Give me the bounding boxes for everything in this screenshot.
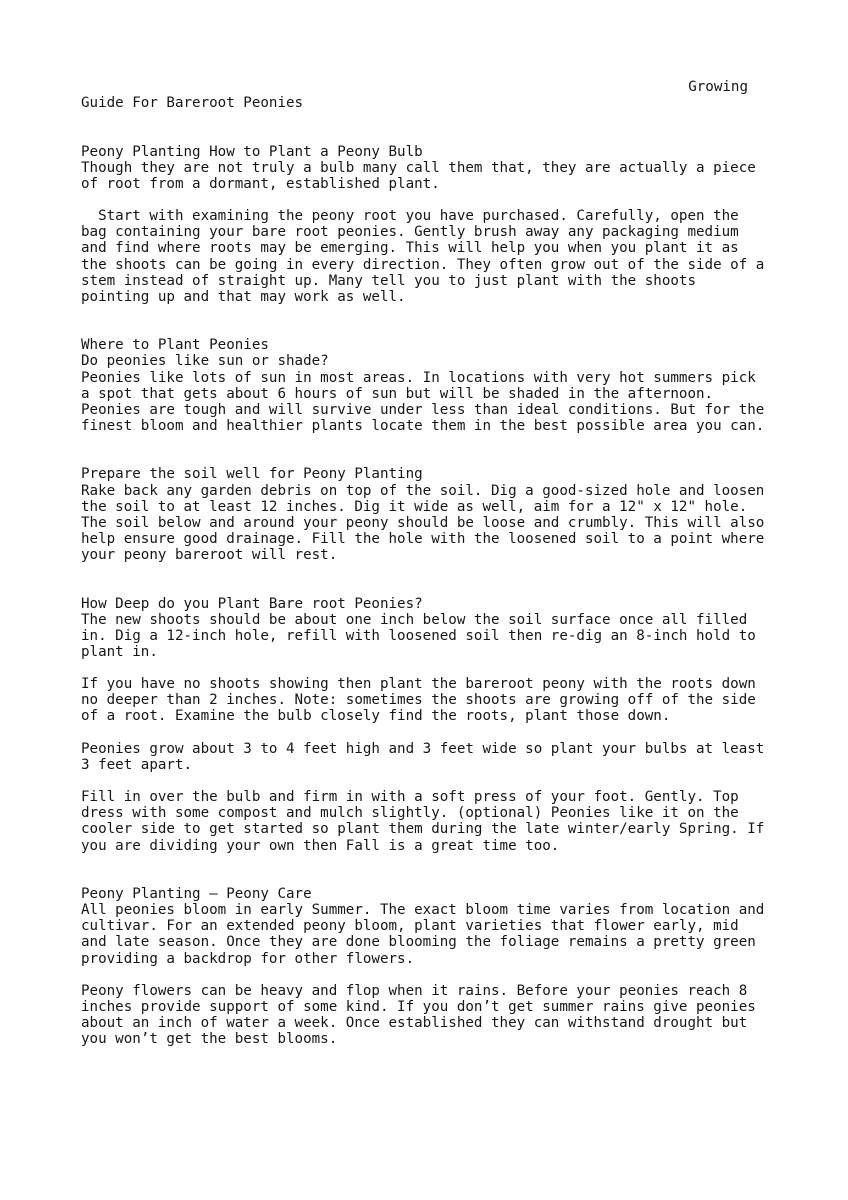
text-line: the soil to at least 12 inches. Dig it wide as well, aim for a 12" x 12" hole.: [81, 498, 748, 515]
text-line: no deeper than 2 inches. Note: sometimes the shoots are growing off of the side: [81, 692, 756, 709]
text-line: Where to Plant Peonies: [81, 337, 269, 354]
text-line: All peonies bloom in early Summer. The exact bloom time varies from location and: [81, 902, 765, 919]
text-line: pointing up and that may work as well.: [81, 288, 406, 305]
text-line: cultivar. For an extended peony bloom, plant varieties that flower early, mid: [81, 918, 739, 935]
blank-line: [81, 321, 771, 337]
text-line: inches provide support of some kind. If you don’t get summer rains give peonies: [81, 999, 756, 1016]
text-line: providing a backdrop for other flowers.: [81, 950, 415, 967]
text-line: finest bloom and healthier plants locate them in the best possible area you can.: [81, 417, 765, 434]
text-line: and late season. Once they are done blooming the foliage remains a pretty green: [81, 934, 756, 951]
text-line: Peonies are tough and will survive under less than ideal conditions. But for the: [81, 401, 765, 418]
blank-line: [81, 967, 771, 983]
blank-line: [81, 434, 771, 450]
text-line: Though they are not truly a bulb many call them that, they are actually a piece: [81, 159, 756, 176]
text-line: Do peonies like sun or shade?: [81, 353, 329, 370]
blank-line: [81, 450, 771, 466]
text-line: Peonies like lots of sun in most areas. In locations with very hot summers pick: [81, 369, 756, 386]
text-line: Guide For Bareroot Peonies: [81, 95, 304, 112]
text-line: Peony Planting How to Plant a Peony Bulb: [81, 143, 423, 160]
blank-line: [81, 579, 771, 595]
text-line: Growing: [688, 79, 748, 95]
text-line: help ensure good drainage. Fill the hole with the loosened soil to a point where: [81, 530, 765, 547]
blank-line: [81, 192, 771, 208]
blank-line: [81, 111, 771, 127]
blank-line: [81, 725, 771, 741]
text-line: of a root. Examine the bulb closely find the roots, plant those down.: [81, 708, 671, 725]
text-line: Peonies grow about 3 to 4 feet high and 3 feet wide so plant your bulbs at least: [81, 740, 765, 757]
blank-line: [81, 127, 771, 143]
text-line: Fill in over the bulb and firm in with a soft press of your foot. Gently. Top: [81, 789, 739, 806]
text-line: Peony Planting – Peony Care: [81, 886, 312, 903]
text-line: How Deep do you Plant Bare root Peonies?: [81, 595, 423, 612]
blank-line: [81, 305, 771, 321]
text-line: a spot that gets about 6 hours of sun but will be shaded in the afternoon.: [81, 385, 714, 402]
blank-line: [81, 563, 771, 579]
text-line: you are dividing your own then Fall is a great time too.: [81, 837, 560, 854]
text-line: the shoots can be going in every direction. They often grow out of the side of a: [81, 256, 765, 273]
text-line: Start with examining the peony root you have purchased. Carefully, open the: [81, 208, 739, 225]
text-line: cooler side to get started so plant them during the late winter/early Spring. If: [81, 821, 765, 838]
text-line: If you have no shoots showing then plant the bareroot peony with the roots down: [81, 676, 756, 693]
blank-line: [81, 773, 771, 789]
text-line: Rake back any garden debris on top of the soil. Dig a good-sized hole and loosen: [81, 482, 765, 499]
blank-line: [81, 870, 771, 886]
text-line: The new shoots should be about one inch below the soil surface once all filled: [81, 611, 748, 628]
text-line: in. Dig a 12-inch hole, refill with loosened soil then re-dig an 8-inch hold to: [81, 627, 756, 644]
text-line: The soil below and around your peony should be loose and crumbly. This will also: [81, 514, 765, 531]
text-line: your peony bareroot will rest.: [81, 547, 338, 564]
text-line: dress with some compost and mulch slightly. (optional) Peonies like it on the: [81, 805, 739, 822]
text-line: you won’t get the best blooms.: [81, 1031, 338, 1048]
text-line: about an inch of water a week. Once established they can withstand drought but: [81, 1015, 748, 1032]
text-line: stem instead of straight up. Many tell you to just plant with the shoots: [81, 272, 696, 289]
text-line: bag containing your bare root peonies. Gently brush away any packaging medium: [81, 224, 739, 241]
document-text: [81, 79, 771, 1047]
text-line: of root from a dormant, established plant.: [81, 175, 440, 192]
blank-line: [81, 854, 771, 870]
text-line: Prepare the soil well for Peony Planting: [81, 466, 423, 483]
text-line: plant in.: [81, 643, 158, 660]
text-line: and find where roots may be emerging. This will help you when you plant it as: [81, 240, 739, 257]
text-line: Peony flowers can be heavy and flop when it rains. Before your peonies reach 8: [81, 982, 748, 999]
text-line: 3 feet apart.: [81, 756, 193, 773]
blank-line: [81, 660, 771, 676]
